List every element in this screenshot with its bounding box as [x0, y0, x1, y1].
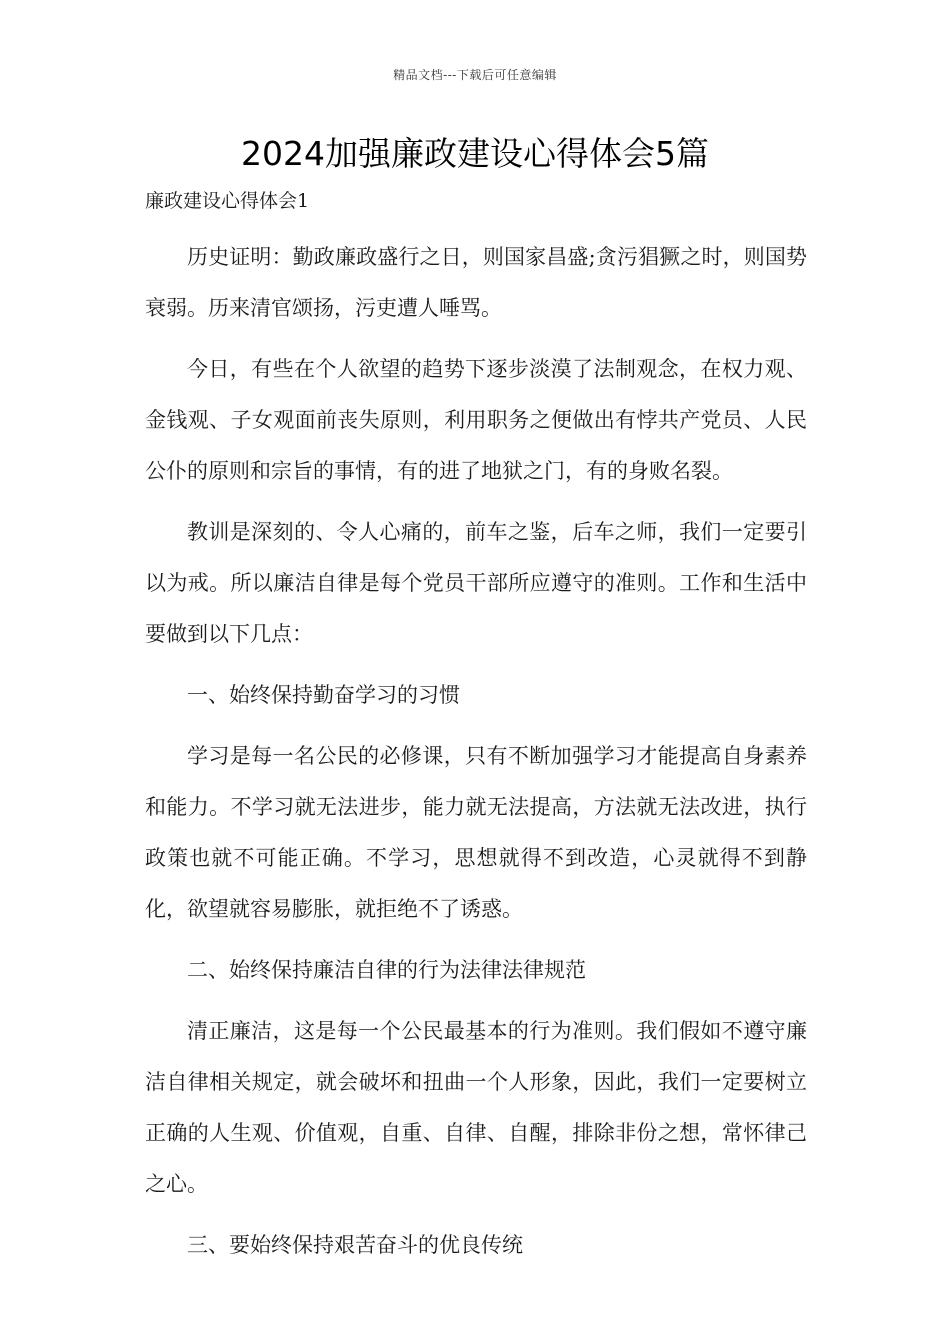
section-subtitle: 廉政建设心得体会1 [145, 190, 310, 212]
paragraph: 历史证明：勤政廉政盛行之日，则国家昌盛;贪污猖獗之时，则国势衰弱。历来清官颂扬，污吏遭人唾骂。 [145, 245, 807, 320]
document-title: 2024加强廉政建设心得体会5篇 [241, 134, 709, 173]
paragraph: 教训是深刻的、令人心痛的，前车之鉴，后车之师，我们一定要引以为戒。所以廉洁自律是每个党员干部所应遵守的准则。工作和生活中要做到以下几点： [145, 520, 807, 646]
section-heading: 一、始终保持勤奋学习的习惯 [187, 683, 460, 707]
paragraph: 清正廉洁，这是每一个公民最基本的行为准则。我们假如不遵守廉洁自律相关规定，就会破坏和扭曲一个人形象，因此，我们一定要树立正确的人生观、价值观，自重、自律、自醒，排除非份之想，常怀律己之心。 [145, 1019, 807, 1196]
header-note: 精品文档---下载后可任意编辑 [393, 68, 557, 82]
document-body [145, 180, 807, 1271]
paragraph: 学习是每一名公民的必修课，只有不断加强学习才能提高自身素养和能力。不学习就无法进步，能力就无法提高，方法就无法改进，执行政策也就不可能正确。不学习，思想就得不到改造，心灵就得不到静化，欲望就容易膨胀，就拒绝不了诱惑。 [145, 744, 807, 921]
section-heading: 三、要始终保持艰苦奋斗的优良传统 [187, 1233, 523, 1257]
paragraph: 今日，有些在个人欲望的趋势下逐步淡漠了法制观念，在权力观、金钱观、子女观面前丧失原则，利用职务之便做出有悖共产党员、人民公仆的原则和宗旨的事情，有的进了地狱之门，有的身败名裂。 [145, 357, 807, 483]
section-heading: 二、始终保持廉洁自律的行为法律法律规范 [187, 958, 586, 982]
